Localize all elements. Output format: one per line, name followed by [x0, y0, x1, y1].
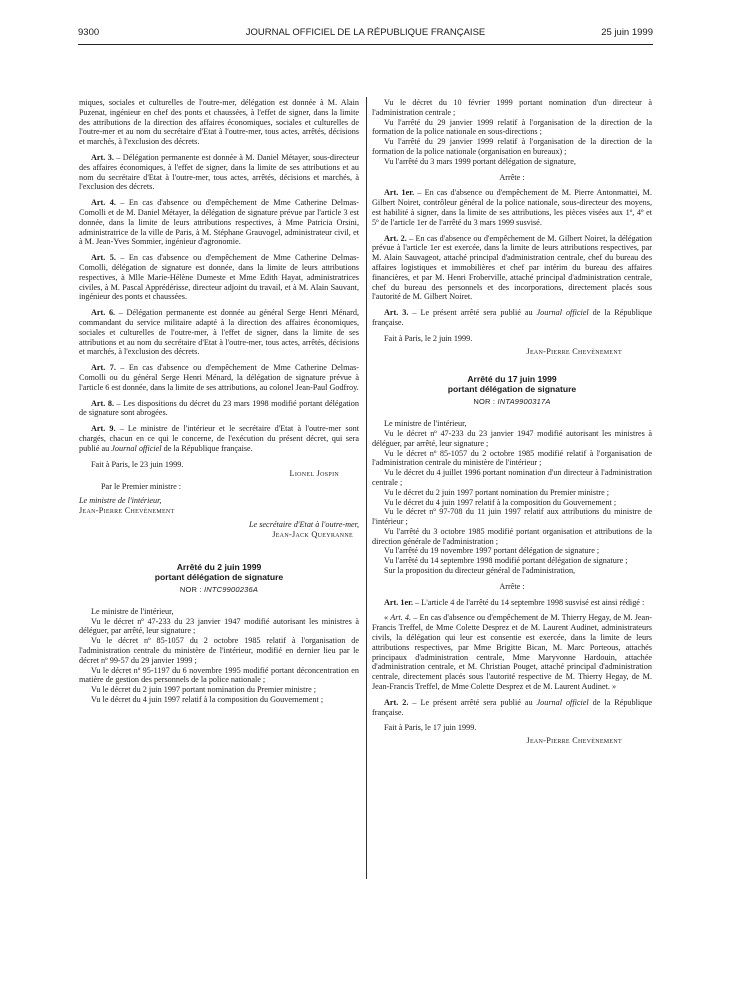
- article-label: Art. 8.: [91, 398, 114, 408]
- decree-subtitle-line: portant délégation de signature: [447, 384, 577, 395]
- article-label: Art. 4.: [91, 198, 116, 208]
- decree-title-17-june: [372, 374, 652, 394]
- article-text: – L'article 4 de l'arrêté du 14 septembre 1998 susvisé est ainsi rédigé :: [413, 597, 645, 607]
- visa-line: Vu l'arrêté du 14 septembre 1998 modifié portant délégation de signature ;: [384, 556, 628, 566]
- visa-line: Vu l'arrêté du 29 janvier 1999 relatif à l'organisation de la direction de la formation de la police nationale (organisation en bureaux) ;: [372, 137, 652, 156]
- nor-reference: [372, 397, 652, 407]
- visa-line: Vu le décret nº 95-1197 du 6 novembre 1995 modifié portant déconcentration en matière de gestion des personnels de la police nationale ;: [79, 665, 359, 685]
- visa-line: Vu le décret du 4 juin 1997 relatif à la composition du Gouvernement ;: [91, 695, 324, 705]
- journal-title: JOURNAL OFFICIEL DE LA RÉPUBLIQUE FRANÇAISE: [245, 27, 486, 38]
- quoted-article-label: Art. 4.: [390, 613, 412, 623]
- visa-line: Vu le décret nº 85-1057 du 2 octobre 1985 relatif à l'organisation de l'administration centrale du ministère de l'intérieur, modifié en dernier lieu par le décret nº 99-57 du 29 janvier 1999 ;: [79, 636, 359, 665]
- fait-a-paris: Fait à Paris, le 17 juin 1999.: [384, 723, 477, 733]
- visa-line: Vu le décret du 2 juin 1997 portant nomination du Premier ministre ;: [91, 685, 317, 695]
- article-label: Art. 3.: [91, 152, 114, 162]
- article-text-end: de la République française.: [372, 308, 652, 327]
- left-column: [79, 98, 359, 705]
- page-number: 9300: [78, 27, 100, 38]
- visa-line: Vu le décret nº 47-233 du 23 janvier 1947 modifié autorisant les ministres à déléguer, par arrêté, leur signature ;: [372, 428, 652, 448]
- quoted-article-text: – En cas d'absence ou d'empêchement de M. Thierry Hegay, de M. Jean-Francis Treffel, de Mme Colette Desprez et de M. Laurent Audinet, administrateurs civils, la délégation qui leur est consentie est exercée, dans la limite de leurs attributions respectives, par Mme Brigitte Bican, M. Marc Porteous, attachés principaux d'administration centrale, Mme Maryvonne Hardouin, attachée d'administration centrale, et M. Christian Pouget, attaché principal d'administration centrale, directement placés sous l'autorité respective de M. Thierry Hegay, de M. Jean-Francis Treffel, de Mme Colette Desprez et de M. Laurent Audinet. »: [372, 613, 653, 692]
- article-label: Art. 1er.: [384, 188, 415, 198]
- quoted-article-4: [372, 613, 652, 691]
- decree-title-2-june: [79, 562, 359, 582]
- article-label: Art. 2.: [384, 233, 407, 243]
- article-text: – Délégation permanente est donnée au général Serge Henri Ménard, commandant du service militaire adapté à la direction des affaires économiques, sociales et culturelles de l'outre-mer, à l'effet de signer, dans la limite de ses attributions et au nom du secrétaire d'Etat à l'outre-mer, tous actes, arrêtés, décisions et marchés, à l'exclusion des décrets.: [79, 308, 359, 357]
- article-1: [372, 188, 652, 227]
- signature-minister: Jean-Pierre Chevènement: [526, 346, 622, 356]
- visa-line: Vu le décret du 2 juin 1997 portant nomination du Premier ministre ;: [384, 487, 610, 497]
- paragraph-continuation: miques, sociales et culturelles de l'outre-mer, délégation est donnée à M. Alain Puzenat, ingénieur en chef des ponts et chaussées, à l'effet de signer, dans la limite des attributions de la direction des affaires économiques, sociales et culturelles de l'outre-mer et au nom du secrétaire d'Etat à l'outre-mer, tous actes, arrêtés, décisions et marchés, à l'exclusion des décrets.: [79, 98, 359, 147]
- article-text: – Délégation permanente est donnée à M. Daniel Métayer, sous-directeur des affaires économiques, à l'effet de signer, dans la limite de ses attributions et au nom du secrétaire d'Etat à l'outre-mer, tous actes, arrêtés, décisions et marchés, à l'exclusion des décrets.: [79, 152, 359, 192]
- article-text: – Les dispositions du décret du 23 mars 1998 modifié portant délégation de signature sont abrogées.: [79, 398, 359, 418]
- visa-line: Vu l'arrêté du 3 mars 1999 portant délégation de signature,: [384, 156, 576, 166]
- issue-date: 25 juin 1999: [601, 27, 653, 38]
- journal-reference: Journal officiel: [111, 443, 162, 453]
- visa-line: Vu le décret nº 97-708 du 11 juin 1997 relatif aux attributions du ministre de l'intérieur ;: [372, 507, 652, 527]
- fait-a-paris: Fait à Paris, le 2 juin 1999.: [384, 333, 473, 343]
- right-column: [372, 98, 652, 746]
- article-2: [372, 234, 652, 303]
- article-label: Art. 5.: [91, 253, 116, 263]
- secretary-name: Jean-Jack Queyranne: [272, 530, 353, 540]
- visa-line: Sur la proposition du directeur général de l'administration,: [384, 566, 576, 576]
- article-text: – En cas d'absence ou d'empêchement de Mme Catherine Delmas-Comolli, délégation de signature est donnée, dans la limite de leurs attributions respectives, à Mlle Marie-Hélène Dumeste et Mme Edith Hayat, administratrices civiles, à M. Pascal Apprédérisse, directeur adjoint du travail, et à M. Alain Sauvant, ingénieur des ponts et chaussées.: [79, 253, 359, 302]
- visa-line: Le ministre de l'intérieur,: [91, 606, 174, 616]
- fait-a-paris: Fait à Paris, le 23 juin 1999.: [91, 459, 184, 469]
- signature-minister: Jean-Pierre Chevènement: [526, 736, 622, 746]
- article-label: Art. 1er.: [384, 597, 414, 607]
- visa-line: Vu l'arrêté du 3 octobre 1985 modifié portant organisation et attributions de la direction générale de l'administration ;: [372, 526, 652, 546]
- decree-subtitle-line: portant délégation de signature: [154, 572, 284, 583]
- article-text: – Le ministre de l'intérieur et le secrétaire d'Etat à l'outre-mer sont chargés, chacun en ce qui le concerne, de l'exécution du présent décret, qui sera publié au: [79, 424, 359, 453]
- column-divider: [366, 97, 367, 879]
- article-text: – En cas d'absence ou d'empêchement de M. Pierre Antonmattei, M. Gilbert Noiret, contrôleur général de la police nationale, sous-directeur des moyens, est habilité à signer, dans la limite de ses attributions, les pièces visées aux 1º, 4º et 5º de l'article 1er de l'arrêté du 3 mars 1999 susvisé.: [372, 188, 653, 227]
- minister-interior-name: Jean-Pierre Chevènement: [79, 505, 175, 515]
- decree-title-line: Arrêté du 2 juin 1999: [176, 562, 262, 573]
- article-6: [79, 308, 359, 357]
- article-5: [79, 253, 359, 302]
- arrete-heading: Arrête :: [499, 581, 525, 591]
- visa-line: Vu le décret du 4 juillet 1996 portant nomination d'un directeur à l'administration centrale ;: [372, 468, 652, 487]
- article-7: [79, 363, 359, 392]
- nor-reference: [79, 585, 359, 595]
- article-label: Art. 2.: [384, 697, 409, 707]
- nor-label: NOR :: [179, 585, 204, 595]
- article-9: [79, 424, 359, 453]
- visa-line: Vu l'arrêté du 19 novembre 1997 portant délégation de signature ;: [384, 546, 600, 556]
- journal-reference: Journal officiel: [536, 697, 589, 707]
- par-le-premier-ministre: Par le Premier ministre :: [101, 482, 182, 492]
- visa-line: Vu le décret du 10 février 1999 portant nomination d'un directeur à l'administration centrale ;: [372, 98, 652, 117]
- article-3: [372, 308, 652, 328]
- arrete-heading: Arrête :: [499, 172, 525, 182]
- article-8: [79, 399, 359, 419]
- nor-code: INTC9900236A: [204, 585, 259, 595]
- article-text: – En cas d'absence ou d'empêchement de Mme Catherine Delmas-Comolli ou du général Serge Henri Ménard, la délégation de signature prévue à l'article 6 est donnée, dans la limite de ses attributions, au colonel Jean-Paul Godfroy.: [79, 363, 359, 392]
- article-text: – Le présent arrêté sera publié au: [408, 697, 537, 707]
- secretary-title: Le secrétaire d'Etat à l'outre-mer,: [249, 520, 359, 530]
- quote-mark: «: [384, 613, 391, 623]
- article-2: [372, 698, 652, 718]
- article-label: Art. 7.: [91, 363, 116, 373]
- visa-line: Vu le décret nº 85-1057 du 2 octobre 1985 modifié relatif à l'organisation de l'administration centrale du ministère de l'intérieur ;: [372, 448, 652, 468]
- article-label: Art. 3.: [384, 308, 409, 318]
- article-4: [79, 198, 359, 247]
- nor-code: INTA9900317A: [497, 397, 551, 407]
- visa-line: Vu le décret du 4 juin 1997 relatif à la composition du Gouvernement ;: [384, 497, 617, 507]
- visa-line: Vu l'arrêté du 29 janvier 1999 relatif à l'organisation de la direction de la formation de la police nationale en sous-directions ;: [372, 117, 652, 137]
- page-header: [78, 27, 653, 43]
- minister-interior-title: Le ministre de l'intérieur,: [79, 495, 162, 505]
- article-text: – En cas d'absence ou d'empêchement de Mme Catherine Delmas-Comolli et de M. Daniel Métayer, la délégation de signature prévue par l'article 3 est donnée, dans la limite de leurs attributions respectives, à Mme Patricia Orsini, administratrice de la ville de Paris, à M. Stéphane Grauvogel, administrateur civil, et à M. Jean-Yves Sommier, ingénieur d'agronomie.: [79, 198, 359, 247]
- article-text: – En cas d'absence ou d'empêchement de M. Gilbert Noiret, la délégation prévue à l'article 1er est exercée, dans la limite de leurs attributions respectives, par M. Alain Sauvageot, attaché principal d'administration centrale, chef du bureau des affaires logistiques et immobilières et chef par intérim du bureau des affaires financières, et par M. Henri Froberville, attaché principal d'administration centrale, chef du bureau des personnels et des incorporations, directement placés sous l'autorité de M. Gilbert Noiret.: [372, 233, 653, 302]
- nor-label: NOR :: [473, 397, 498, 407]
- signature-prime-minister: Lionel Jospin: [289, 469, 339, 479]
- article-text: – Le présent arrêté sera publié au: [408, 308, 537, 318]
- article-text-end: de la République française.: [161, 443, 253, 453]
- article-text-end: de la République française.: [372, 697, 652, 717]
- article-3: [79, 153, 359, 192]
- article-label: Art. 6.: [91, 308, 116, 318]
- visa-line: Vu le décret nº 47-233 du 23 janvier 1947 modifié autorisant les ministres à déléguer, par arrêté, leur signature ;: [79, 616, 359, 636]
- header-rule: [78, 44, 653, 45]
- article-label: Art. 9.: [91, 424, 116, 434]
- visa-line: Le ministre de l'intérieur,: [384, 419, 467, 429]
- journal-reference: Journal officiel: [536, 308, 589, 318]
- decree-title-line: Arrêté du 17 juin 1999: [467, 374, 557, 385]
- article-1: [372, 598, 652, 608]
